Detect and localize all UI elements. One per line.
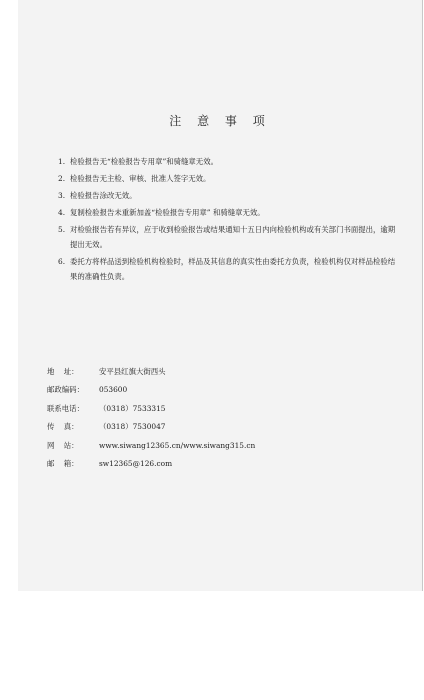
notice-list [58, 154, 398, 286]
notice-item [58, 222, 398, 252]
item-number: 2. [58, 174, 66, 183]
item-number: 5. [58, 225, 66, 234]
contact-value: sw12365@126.com [99, 459, 173, 469]
notice-item [58, 154, 398, 169]
contact-row-email [47, 455, 377, 474]
contact-row-fax [47, 418, 377, 437]
item-number: 4. [58, 208, 66, 217]
contact-block [47, 362, 377, 473]
item-number: 6. [58, 257, 66, 266]
item-text: 检验报告无主检、审核、批准人签字无效。 [70, 174, 211, 183]
contact-label: 网 站： [47, 440, 79, 450]
contact-value: www.siwang12365.cn/www.siwang315.cn [99, 440, 256, 450]
contact-row-website [47, 436, 377, 455]
contact-value: 安平县红旗大街西头 [99, 366, 166, 376]
notice-item [58, 254, 398, 284]
contact-label: 地 址： [47, 366, 79, 376]
contact-label: 邮政编码： [47, 385, 84, 395]
contact-label: 邮 箱： [47, 459, 79, 469]
contact-row-postcode [47, 381, 377, 400]
item-text: 检验报告无“检验报告专用章”和骑缝章无效。 [70, 157, 218, 166]
contact-value: （0318）7533315 [99, 403, 166, 413]
contact-label: 联系电话： [47, 403, 84, 413]
contact-value: 053600 [99, 385, 128, 395]
contact-label: 传 真： [47, 422, 79, 432]
contact-row-phone [47, 399, 377, 418]
notice-item [58, 205, 398, 220]
document-page [18, 0, 423, 591]
notice-title: 注 意 事 项 [169, 114, 271, 128]
contact-row-address [47, 362, 377, 381]
notice-item [58, 188, 398, 203]
item-text: 检验报告涂改无效。 [70, 191, 137, 200]
item-text: 复制检验报告未重新加盖“检验报告专用章” 和骑缝章无效。 [70, 208, 265, 217]
item-number: 3. [58, 191, 66, 200]
notice-item [58, 171, 398, 186]
item-text: 对检验报告若有异议，应于收到检验报告或结果通知十五日内向检验机构或有关部门书面提出，逾期提出无效。 [70, 225, 396, 249]
item-text: 委托方将样品送到检验机构检验时，样品及其信息的真实性由委托方负责，检验机构仅对样品检验结果的准确性负责。 [70, 257, 396, 281]
contact-value: （0318）7530047 [99, 422, 166, 432]
item-number: 1. [58, 157, 66, 166]
